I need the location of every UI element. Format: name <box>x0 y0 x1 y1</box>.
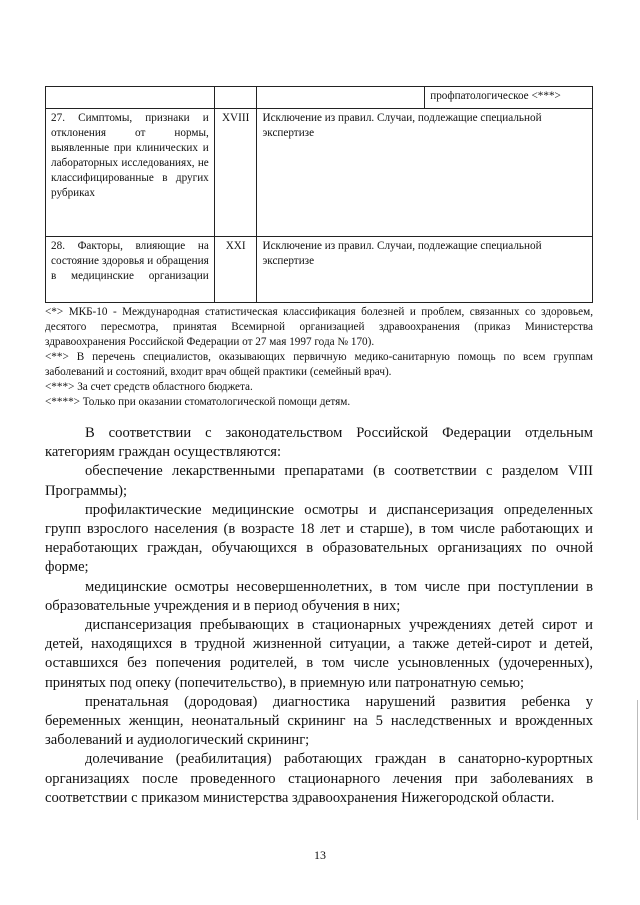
paragraph: диспансеризация пребывающих в стационарных учреждениях детей сирот и детей, находящихся в трудной жизненной ситуации, а также детей-сирот и детей, оставшихся без попечения родителей, в том числе усыновленных (удочеренных), принятых под опеку (попечительство), в приемную или патронатную семью; <box>45 617 593 691</box>
table-row <box>46 237 593 303</box>
row-class-cell: XXI <box>214 237 257 303</box>
footnote: <*> МКБ-10 - Международная статистическая классификация болезней и проблем, связанных со здоровьем, десятого пересмотра, принятая Всемирной организацией здравоохранения (приказ Министерства здравоохранения Российской Федерации от 27 мая 1997 года № 170). <box>45 306 593 348</box>
footnotes <box>45 305 593 410</box>
paragraph: обеспечение лекарственными препаратами (в соответствии с разделом VIII Программы); <box>45 463 593 499</box>
scan-edge-line <box>637 700 638 820</box>
body-text <box>45 424 593 808</box>
table-cell <box>214 87 257 109</box>
page-number: 13 <box>314 848 326 862</box>
table-cell <box>257 87 425 109</box>
row-name-cell: 28. Факторы, влияющие на состояние здоровья и обращения в медицинские организации <box>46 237 215 303</box>
row-class-cell: XVIII <box>214 109 257 237</box>
table-row <box>46 109 593 237</box>
diagnosis-table <box>45 86 593 303</box>
footnote: <***> За счет средств областного бюджета. <box>45 381 253 393</box>
table-cell <box>46 87 215 109</box>
footnote: <****> Только при оказании стоматологической помощи детям. <box>45 396 351 408</box>
row-note-cell: Исключение из правил. Случаи, подлежащие специальной экспертизе <box>257 237 593 303</box>
row-note-cell: Исключение из правил. Случаи, подлежащие специальной экспертизе <box>257 109 593 237</box>
table-row <box>46 87 593 109</box>
footnote: <**> В перечень специалистов, оказывающих первичную медико-санитарную помощь по всем группам заболеваний и состояний, входит врач общей практики (семейный врач). <box>45 351 593 378</box>
row-name-cell: 27. Симптомы, признаки и отклонения от нормы, выявленные при клинических и лабораторных исследованиях, не классифицированные в других рубриках <box>46 109 215 237</box>
paragraph: В соответствии с законодательством Российской Федерации отдельным категориям граждан осуществляются: <box>45 425 593 461</box>
table-cell: профпатологическое <***> <box>425 87 593 109</box>
paragraph: пренатальная (дородовая) диагностика нарушений развития ребенка у беременных женщин, неонатальный скрининг на 5 наследственных и врожденных заболеваний и аудиологический скрининг; <box>45 693 593 749</box>
paragraph: долечивание (реабилитация) работающих граждан в санаторно-курортных организациях после проведенного стационарного лечения при заболеваниях в соответствии с приказом министерства здравоохранения Нижегородской области. <box>45 751 593 806</box>
paragraph: медицинские осмотры несовершеннолетних, в том числе при поступлении в образовательные учреждения и в период обучения в них; <box>45 578 593 614</box>
paragraph: профилактические медицинские осмотры и диспансеризация определенных групп взрослого населения (в возрасте 18 лет и старше), в том числе работающих и неработающих граждан, обучающихся в образовательных организациях по очной форме; <box>45 501 593 576</box>
